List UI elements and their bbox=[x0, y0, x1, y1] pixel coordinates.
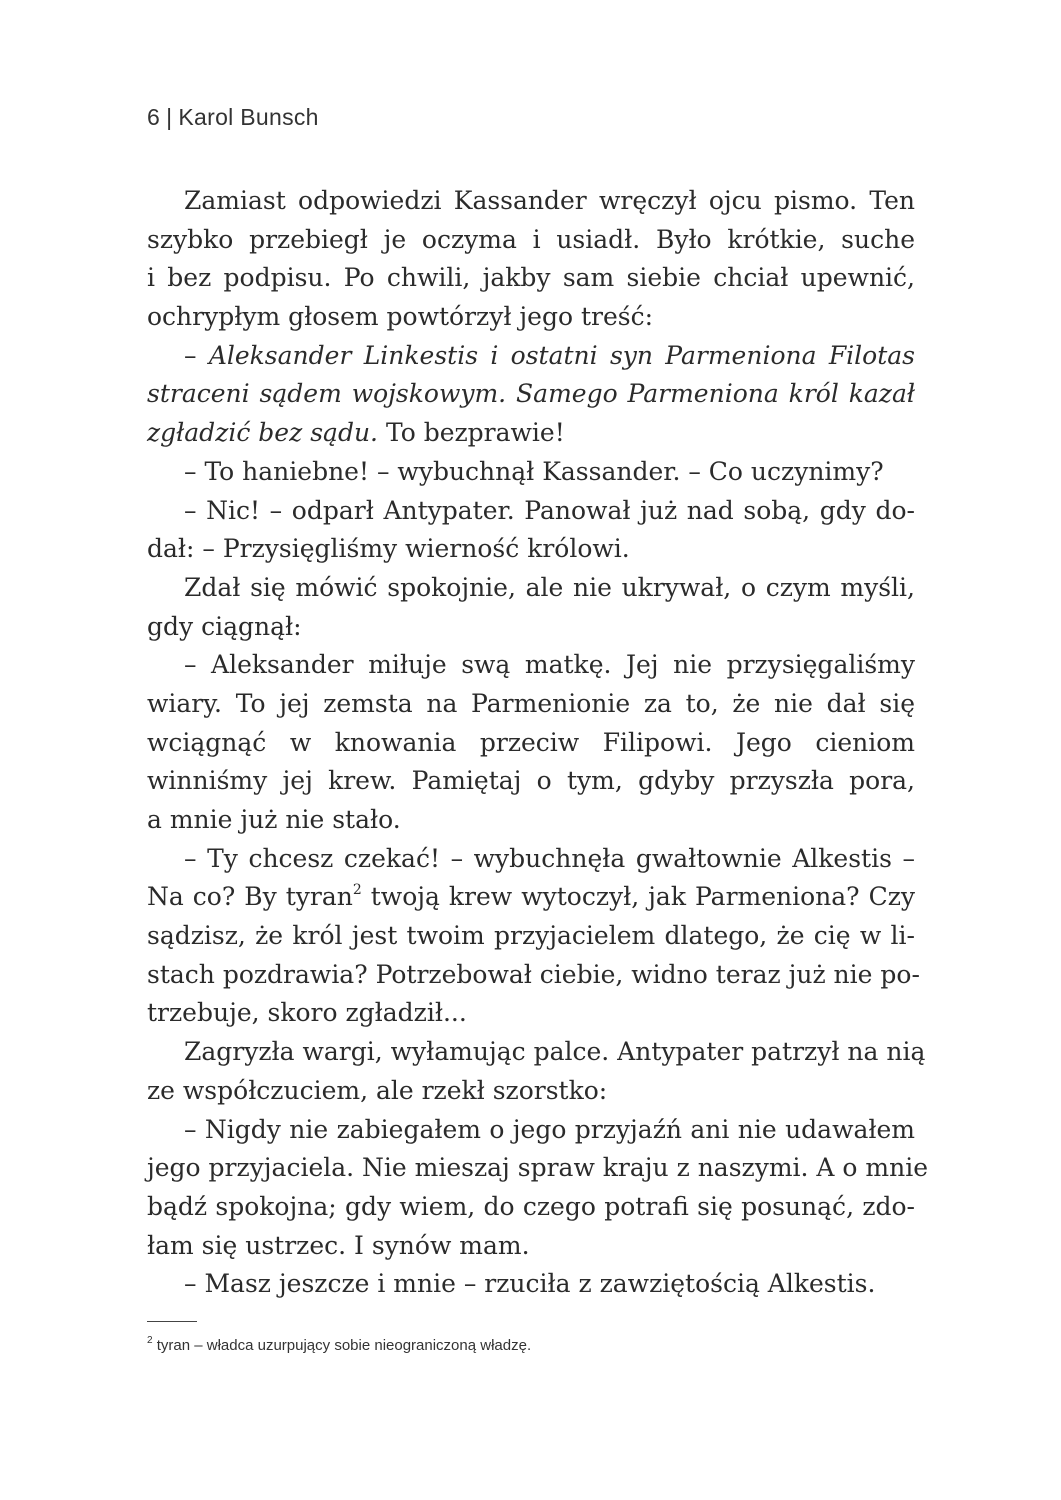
text-span: Na co? By tyran bbox=[147, 882, 353, 912]
text-line: winniśmy jej krew. Pamiętaj o tym, gdyby przyszła pora, bbox=[147, 766, 915, 796]
footnote-reference[interactable]: 2 bbox=[352, 882, 362, 899]
page-number: 6 bbox=[147, 104, 161, 130]
text-line: stach pozdrawia? Potrzebował ciebie, widno teraz już nie po- bbox=[147, 959, 920, 989]
text-line: – Masz jeszcze i mnie – rzuciła z zawziętością Alkestis. bbox=[184, 1269, 876, 1299]
text-line: – Ty chcesz czekać! – wybuchnęła gwałtownie Alkestis – bbox=[184, 843, 915, 873]
italic-quote: Aleksander Linkestis i ostatni syn Parmeniona Filotas bbox=[208, 340, 915, 370]
text-line: trzebuje, skoro zgładził... bbox=[147, 998, 467, 1028]
text-line: szybko przebiegł je oczyma i usiadł. Było krótkie, suche bbox=[147, 224, 915, 254]
author-name: Karol Bunsch bbox=[178, 104, 319, 130]
italic-quote: zgładzić bez sądu. bbox=[147, 418, 379, 448]
footnote-text: tyran – władca uzurpujący sobie nieograniczoną władzę. bbox=[152, 1337, 532, 1354]
running-header bbox=[147, 104, 319, 131]
text-line: – Nigdy nie zabiegałem o jego przyjaźń ani nie udawałem bbox=[184, 1114, 915, 1144]
text-line-with-footnote-ref bbox=[147, 878, 915, 917]
text-line: – Aleksander miłuje swą matkę. Jej nie przysięgaliśmy bbox=[184, 650, 915, 680]
text-line-italic-quote bbox=[147, 337, 915, 376]
text-line: sądzisz, że król jest twoim przyjacielem dlatego, że cię w li- bbox=[147, 921, 915, 951]
dash: – bbox=[184, 340, 209, 370]
text-line-italic-quote bbox=[147, 414, 915, 453]
footnote-marker: 2 bbox=[147, 1335, 153, 1346]
text-line-italic-quote bbox=[147, 375, 915, 414]
text-line: Zamiast odpowiedzi Kassander wręczył ojcu pismo. Ten bbox=[184, 186, 915, 215]
text-line: bądź spokojna; gdy wiem, do czego potrafi się posunąć, zdo- bbox=[147, 1191, 915, 1221]
header-separator: | bbox=[166, 104, 173, 130]
text-line: gdy ciągnął: bbox=[147, 611, 302, 641]
text-line: i bez podpisu. Po chwili, jakby sam siebie chciał upewnić, bbox=[147, 263, 915, 293]
text-line: Zagryzła wargi, wyłamując palce. Antypater patrzył na nią bbox=[184, 1037, 926, 1067]
text-line: – To haniebne! – wybuchnął Kassander. – Co uczynimy? bbox=[184, 456, 884, 486]
body-text bbox=[147, 182, 929, 1304]
text-span: To bezprawie! bbox=[378, 418, 565, 448]
text-line: wiary. To jej zemsta na Parmenionie za to, że nie dał się bbox=[147, 688, 915, 718]
text-line: ochrypłym głosem powtórzył jego treść: bbox=[147, 302, 653, 332]
text-line: a mnie już nie stało. bbox=[147, 805, 401, 834]
text-line: jego przyjaciela. Nie mieszaj spraw kraju z naszymi. A o mnie bbox=[147, 1153, 929, 1183]
text-line: Zdał się mówić spokojnie, ale nie ukrywał, o czym myśli, bbox=[184, 572, 915, 602]
text-line: wciągnąć w knowania przeciw Filipowi. Jego cieniom bbox=[147, 727, 915, 757]
text-span: twoją krew wytoczył, jak Parmeniona? Czy bbox=[361, 882, 915, 912]
text-line: ze współczuciem, ale rzekł szorstko: bbox=[147, 1075, 608, 1105]
footnote-divider bbox=[147, 1321, 197, 1322]
text-line: – Nic! – odparł Antypater. Panował już nad sobą, gdy do- bbox=[184, 495, 915, 525]
text-line: dał: – Przysięgliśmy wierność królowi. bbox=[147, 534, 630, 564]
text-line: łam się ustrzec. I synów mam. bbox=[147, 1230, 530, 1260]
italic-quote: straceni sądem wojskowym. Samego Parmeniona król kazał bbox=[147, 379, 915, 409]
footnote bbox=[147, 1337, 531, 1354]
